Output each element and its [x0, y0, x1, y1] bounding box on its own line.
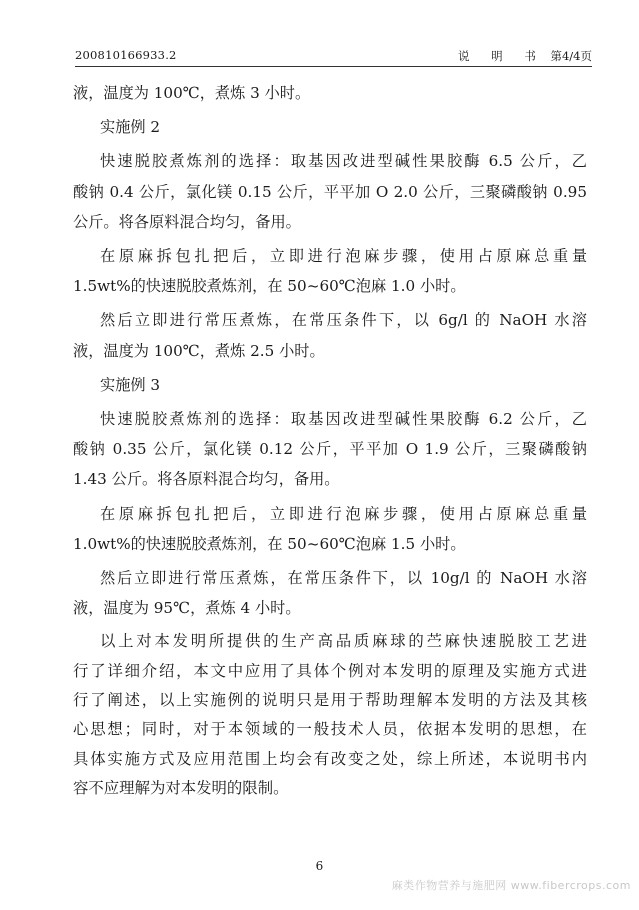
body-line: 液，温度为 100℃，煮炼 3 小时。: [73, 84, 311, 102]
body-line: 行了详细介绍，本文中应用了具体个例对本发明的原理及实施方式进: [73, 661, 587, 680]
example-3-heading: 实施例 3: [100, 375, 161, 394]
body-line: 行了阐述，以上实施例的说明只是用于帮助理解本发明的方法及其核: [73, 691, 587, 710]
conclusion-paragraph: [73, 627, 587, 803]
body-line: 1.0wt%的快速脱胶煮炼剂，在 50~60℃泡麻 1.5 小时。: [73, 534, 466, 553]
body-line: 酸钠 0.35 公斤，氯化镁 0.12 公斤，平平加 O 1.9 公斤，三聚磷酸钠: [73, 440, 587, 459]
body-line: 1.5wt%的快速脱胶煮炼剂，在 50~60℃泡麻 1.0 小时。: [73, 277, 466, 296]
body-line: 1.43 公斤。将各原料混合均匀，备用。: [73, 470, 340, 489]
body-line: 以上对本发明所提供的生产高品质麻球的苎麻快速脱胶工艺进: [100, 632, 587, 651]
body-line: 具体实施方式及应用范围上均会有改变之处，综上所述，本说明书内: [73, 749, 587, 768]
body-line: 液，温度为 100℃，煮炼 2.5 小时。: [73, 341, 325, 360]
body-line: 然后立即进行常压煮炼，在常压条件下，以 6g/l 的 NaOH 水溶: [100, 311, 587, 330]
watermark: 麻类作物营养与施肥网 www.fibercrops.com: [391, 879, 631, 892]
example-2-heading: 实施例 2: [100, 118, 161, 137]
page-header: [75, 42, 592, 64]
header-right: [458, 48, 592, 64]
body-line: 快速脱胶煮炼剂的选择：取基因改进型碱性果胶酶 6.5 公斤，乙: [100, 152, 587, 171]
document-title: 说 明 书: [458, 49, 545, 63]
body-line: 在原麻拆包扎把后，立即进行泡麻步骤，使用占原麻总重量: [100, 504, 587, 523]
header-rule: [75, 66, 592, 67]
page-number: 6: [315, 859, 324, 873]
body-line: 在原麻拆包扎把后，立即进行泡麻步骤，使用占原麻总重量: [100, 247, 587, 266]
body-line: 快速脱胶煮炼剂的选择：取基因改进型碱性果胶酶 6.2 公斤，乙: [100, 410, 587, 429]
body-line: 心思想；同时，对于本领域的一般技术人员，依据本发明的思想，在: [73, 720, 587, 739]
application-number: 200810166933.2: [75, 48, 177, 62]
document-body: [73, 78, 587, 803]
body-line: 酸钠 0.4 公斤，氯化镁 0.15 公斤，平平加 O 2.0 公斤，三聚磷酸钠 0.95: [73, 182, 587, 201]
body-line: 然后立即进行常压煮炼，在常压条件下，以 10g/l 的 NaOH 水溶: [100, 569, 587, 588]
body-line: 公斤。将各原料混合均匀，备用。: [73, 212, 301, 231]
body-line: 液，温度为 95℃，煮炼 4 小时。: [73, 599, 301, 618]
page-label: 第4/4页: [550, 49, 592, 63]
body-line: 容不应理解为对本发明的限制。: [73, 778, 289, 797]
